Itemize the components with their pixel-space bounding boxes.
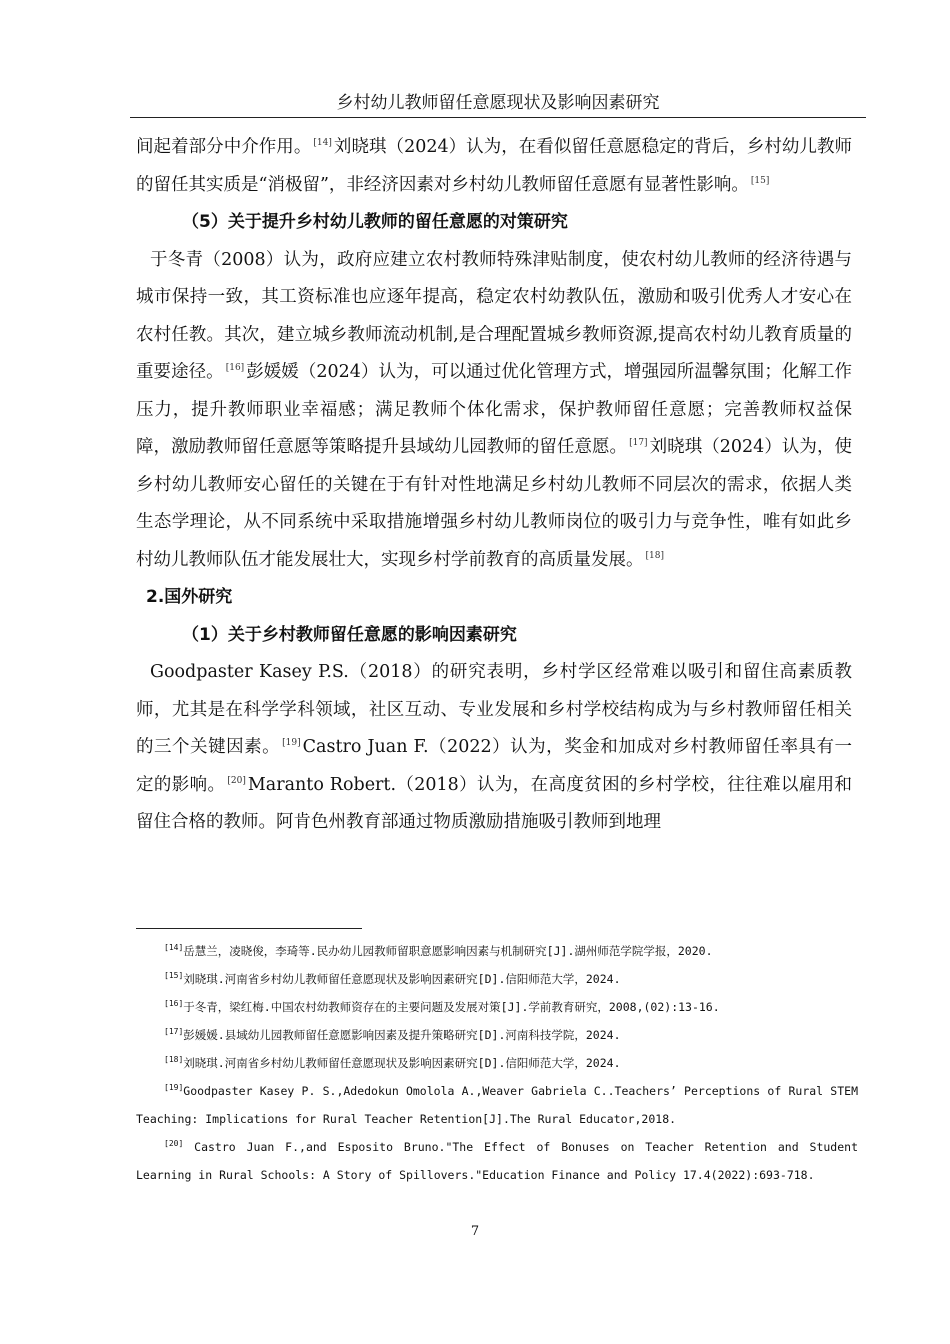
footnote-text: 刘晓琪.河南省乡村幼儿教师留任意愿现状及影响因素研究[D].信阳师范大学，2024. [183,1056,621,1070]
footnote-mark: [20] [164,1139,184,1148]
footnote-mark: [16] [164,999,184,1008]
page-number: 7 [470,1224,480,1239]
text-run: Castro Juan F.（2022）认为，奖金和加成对乡村教师留任率具有一定的影响。 [136,737,853,795]
footnote-text: 于冬青，梁红梅.中国农村幼教师资存在的主要问题及发展对策[J].学前教育研究，2008,(02):13-16. [183,1000,720,1014]
footnote [136,1021,858,1049]
citation-ref[interactable]: [19] [282,738,301,748]
footnote-mark: [17] [164,1027,184,1036]
text-run: 彭媛媛（2024）认为，可以通过优化管理方式，增强园所温馨氛围；化解工作压力，提升教师职业幸福感；满足教师个体化需求，保护教师留任意愿；完善教师权益保障，激励教师留任意愿等策略提升县域幼儿园教师的留任意愿。 [136,362,852,457]
footnote-mark: [15] [164,971,184,980]
footnote [136,1049,858,1077]
footnote-text: 刘晓琪.河南省乡村幼儿教师留任意愿现状及影响因素研究[D].信阳师范大学，2024. [183,972,621,986]
footnote-text: Goodpaster Kasey P. S.,Adedokun Omolola A.,Weaver Gabriela C..Teachers’ Perceptions of Rural STEM Teaching: Implications for Rural Teacher Retention[J].The Rural Educator,2018. [136,1084,858,1126]
section-heading-5: （5）关于提升乡村幼儿教师的留任意愿的对策研究 [182,212,568,232]
running-header: 乡村幼儿教师留任意愿现状及影响因素研究 [130,92,866,118]
text-run: 刘晓琪（2024）认为，在看似留任意愿稳定的背后，乡村幼儿教师的留任其实质是“消极留”，非经济因素对乡村幼儿教师留任意愿有显著性影响。 [136,137,852,195]
footnotes [136,937,858,1189]
footnote-mark: [19] [164,1083,184,1092]
footnote [136,1077,858,1133]
footnote [136,937,858,965]
text-run: 间起着部分中介作用。 [136,137,312,157]
footnote [136,965,858,993]
text-run: 于冬青（2008）认为，政府应建立农村教师特殊津贴制度，使农村幼儿教师的经济待遇与城市保持一致，其工资标准也应逐年提高，稳定农村幼教队伍，激励和吸引优秀人才安心在农村任教。其次，建立城乡教师流动机制,是合理配置城乡教师资源,提高农村幼儿教育质量的重要途径。 [136,249,852,382]
footnote-mark: [14] [164,943,184,952]
section-heading-foreign-research: 2.国外研究 [146,587,233,607]
footnote [136,1133,858,1189]
footnote-text: 岳慧兰，凌晓俊，李琦等.民办幼儿园教师留职意愿影响因素与机制研究[J].湖州师范学院学报，2020. [183,944,713,958]
text-run: Goodpaster Kasey P.S.（2018）的研究表明，乡村学区经常难以吸引和留住高素质教师，尤其是在科学学科领域，社区互动、专业发展和乡村学校结构成为与乡村教师留任相关的三个关键因素。 [136,662,852,757]
footnote-text: 彭媛媛.县域幼儿园教师留任意愿影响因素及提升策略研究[D].河南科技学院，2024. [183,1028,621,1042]
citation-ref[interactable]: [18] [645,550,664,561]
text-run: 刘晓琪（2024）认为，使乡村幼儿教师安心留任的关键在于有针对性地满足乡村幼儿教师不同层次的需求，依据人类生态学理论，从不同系统中采取措施增强乡村幼儿教师岗位的吸引力与竞争性，唯有如此乡村幼儿教师队伍才能发展壮大，实现乡村学前教育的高质量发展。 [136,437,853,570]
citation-ref[interactable]: [16] [225,363,245,373]
citation-ref[interactable]: [17] [629,438,648,448]
paragraph-countermeasures [136,242,852,580]
text-run: Maranto Robert.（2018）认为，在高度贫困的乡村学校，往往难以雇用和留住合格的教师。阿肯色州教育部通过物质激励措施吸引教师到地理 [136,774,853,832]
footnote [136,993,858,1021]
footnote-mark: [18] [164,1055,184,1064]
paragraph-foreign [136,654,852,842]
footnote-text: Castro Juan F.,and Esposito Bruno."The Effect of Bonuses on Teacher Retention and Student Learning in Rural Schools: A Story of Spillovers."Education Finance and Policy 17.4(2022):693-718. [136,1140,858,1182]
footnote-separator [136,928,362,929]
citation-ref[interactable]: [20] [227,775,246,786]
paragraph-continued [136,129,852,204]
body-text [136,129,852,842]
citation-ref[interactable]: [14] [313,138,332,148]
section-heading-1: （1）关于乡村教师留任意愿的影响因素研究 [182,624,517,645]
citation-ref[interactable]: [15] [750,175,770,186]
